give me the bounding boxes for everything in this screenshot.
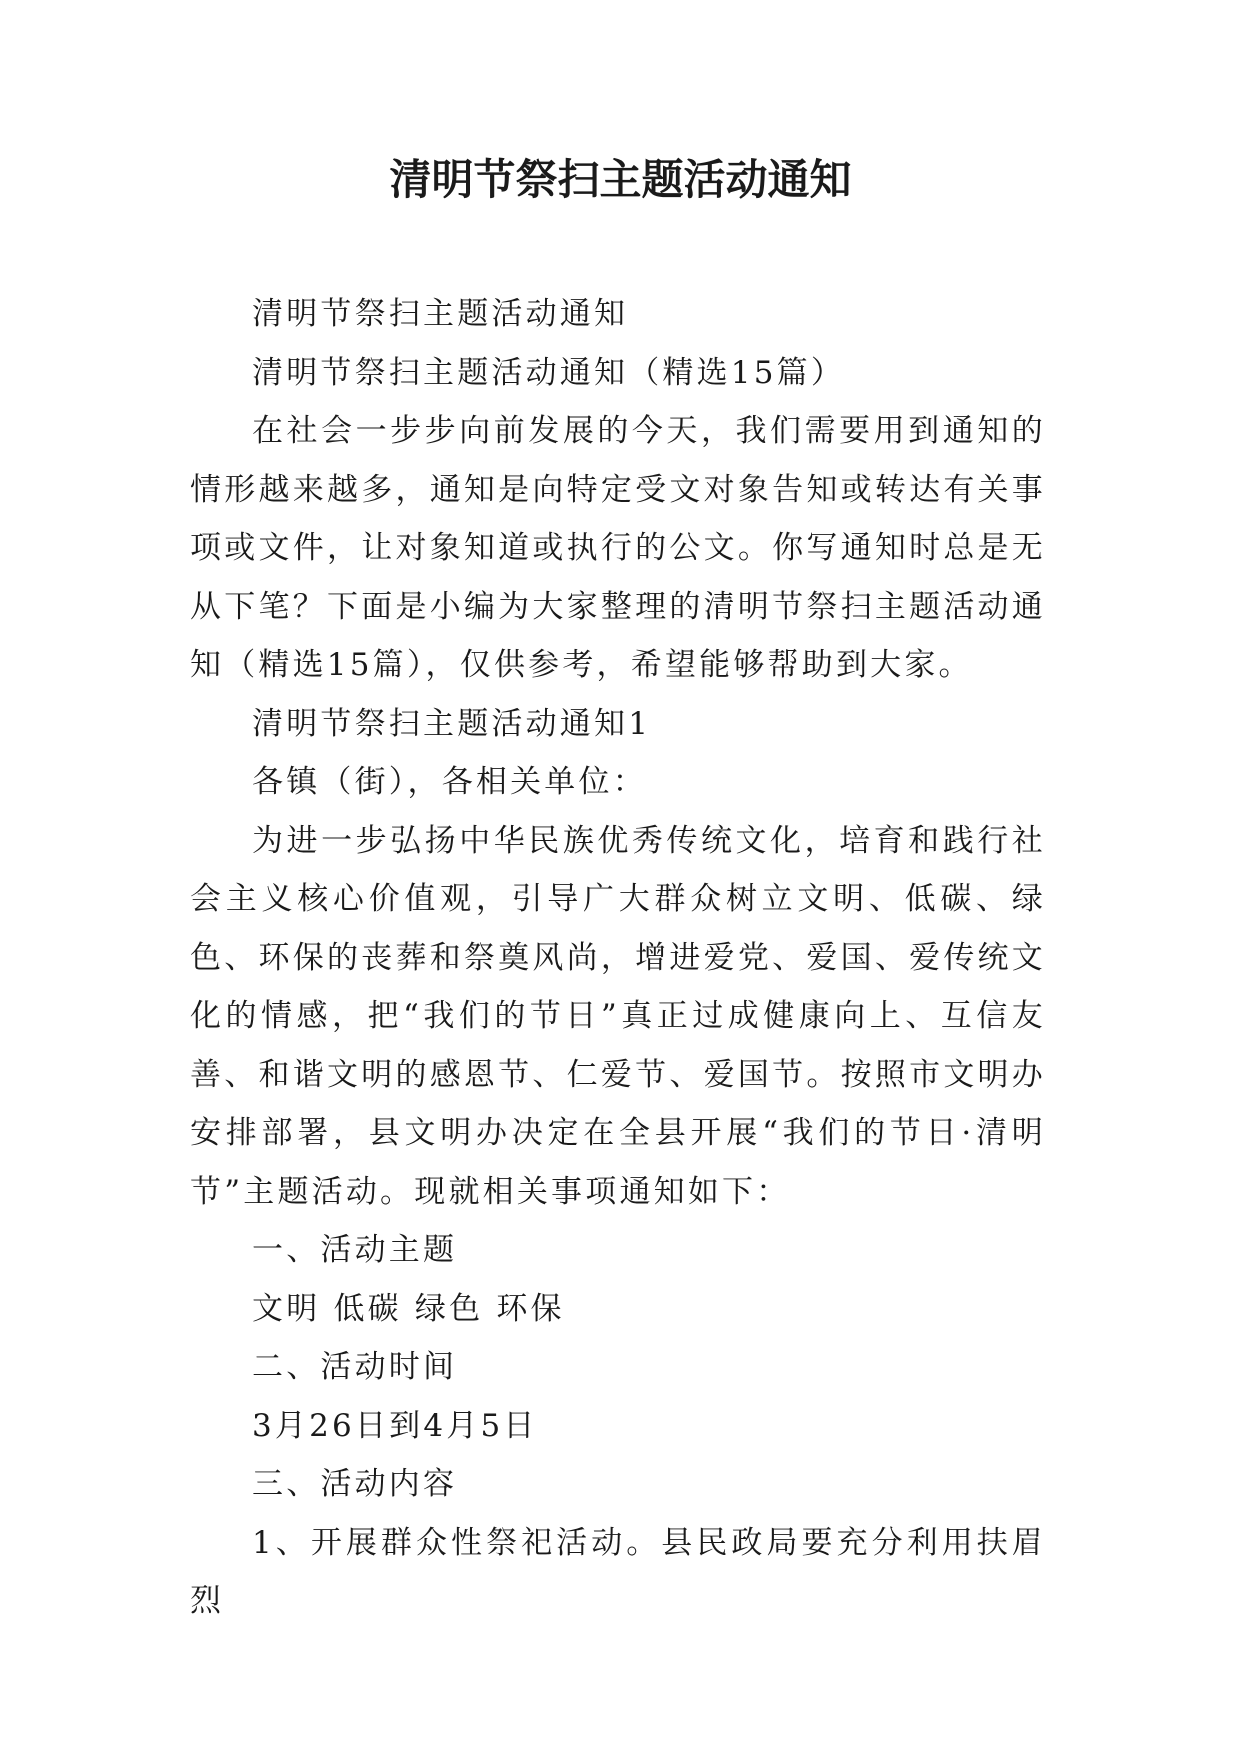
section-heading-time: 二、活动时间 [252, 1349, 458, 1385]
paragraph-intro: 在社会一步步向前发展的今天，我们需要用到通知的情形越来越多，通知是向特定受文对象告知或转达有关事项或文件，让对象知道或执行的公文。你写通知时总是无从下笔？下面是小编为大家整理的清明节祭扫主题活动通知（精选15篇），仅供参考，希望能够帮助到大家。 [190, 413, 1046, 683]
paragraph-heading-repeat: 清明节祭扫主题活动通知 [252, 296, 629, 332]
paragraph-notice-1-heading: 清明节祭扫主题活动通知1 [252, 705, 652, 742]
paragraph-theme: 文明 低碳 绿色 环保 [252, 1290, 565, 1327]
document-body [190, 285, 1046, 1631]
section-heading-theme: 一、活动主题 [252, 1232, 458, 1268]
section-heading-content: 三、活动内容 [252, 1466, 458, 1502]
document-title: 清明节祭扫主题活动通知 [389, 155, 852, 204]
paragraph-purpose: 为进一步弘扬中华民族优秀传统文化，培育和践行社会主义核心价值观，引导广大群众树立文明、低碳、绿色、环保的丧葬和祭奠风尚，增进爱党、爱国、爱传统文化的情感，把“我们的节日”真正过成健康向上、互信友善、和谐文明的感恩节、仁爱节、爱国节。按照市文明办安排部署，县文明办决定在全县开展“我们的节日·清明节”主题活动。现就相关事项通知如下： [190, 822, 1046, 1210]
paragraph-content-1: 1、开展群众性祭祀活动。县民政局要充分利用扶眉烈 [190, 1524, 1046, 1619]
paragraph-salutation: 各镇（街），各相关单位： [252, 764, 647, 800]
paragraph-time: 3月26日到4月5日 [252, 1407, 538, 1444]
paragraph-subtitle: 清明节祭扫主题活动通知（精选15篇） [252, 354, 846, 391]
